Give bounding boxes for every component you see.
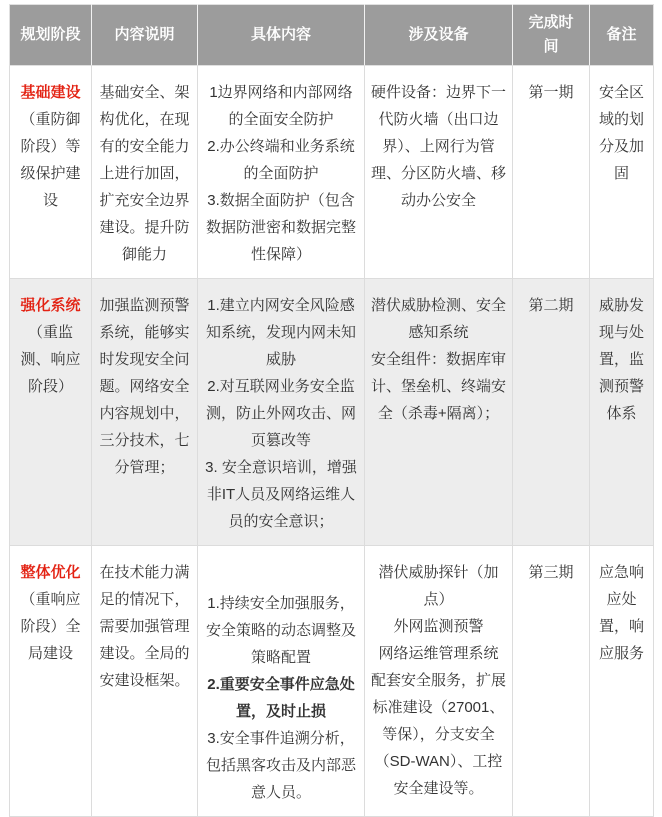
equipment-item: 潜伏威胁检测、安全感知系统 — [371, 297, 507, 341]
phase-title: 整体优化 — [20, 564, 81, 581]
equipment-cell — [365, 546, 513, 817]
table-row-phase3 — [10, 546, 654, 817]
phase-cell — [10, 546, 92, 817]
detail-item: 3.数据全面防护（包含数据防泄密和数据完整性保障） — [205, 192, 356, 263]
description-cell — [92, 546, 198, 817]
time-text: 第一期 — [528, 84, 574, 101]
remark-text: 应急响应处置，响应服务 — [598, 564, 644, 662]
detail-item: 1.持续安全加强服务，安全策略的动态调整及策略配置 — [205, 595, 356, 666]
header-row — [10, 5, 654, 66]
phase-subtitle: （重防御阶段）等级保护建设 — [20, 111, 81, 209]
remark-cell — [590, 66, 654, 279]
detail-item: 2.办公终端和业务系统的全面防护 — [207, 138, 355, 182]
equipment-item: 安全组件：数据库审计、堡垒机、终端安全（杀毒+隔离）； — [371, 351, 507, 422]
table-row-phase1 — [10, 66, 654, 279]
equipment-item: 硬件设备：边界下一代防火墙（出口边界）、上网行为管理、分区防火墙、移动办公安全 — [371, 84, 507, 209]
time-cell — [513, 66, 590, 279]
description-text: 在技术能力满足的情况下，需要加强管理建设。全局的安建设框架。 — [99, 564, 190, 689]
phase-subtitle: （重响应阶段）全局建设 — [20, 591, 81, 662]
detail-item: 1.建立内网安全风险感知系统，发现内网未知威胁 — [205, 297, 356, 368]
security-planning-table-container — [9, 4, 653, 817]
time-cell — [513, 546, 590, 817]
detail-item: 2.对互联网业务安全监测，防止外网攻击、网页篡改等 — [205, 378, 356, 449]
remark-cell — [590, 546, 654, 817]
phase-cell — [10, 66, 92, 279]
description-cell — [92, 279, 198, 546]
details-cell — [198, 546, 365, 817]
column-header-equipment: 涉及设备 — [365, 5, 513, 66]
description-text: 基础安全、架构优化，在现有的安全能力上进行加固，扩充安全边界建设。提升防御能力 — [99, 84, 190, 263]
equipment-cell — [365, 279, 513, 546]
remark-cell — [590, 279, 654, 546]
table-header — [10, 5, 654, 66]
equipment-item: 配套安全服务，扩展标准建设（27001、等保），分支安全（SD-WAN）、工控安全建设等。 — [371, 672, 507, 797]
equipment-item: 潜伏威胁探针（加点） — [378, 564, 499, 608]
time-cell — [513, 279, 590, 546]
phase-title: 强化系统 — [20, 297, 81, 314]
description-text: 加强监测预警系统，能够实时发现安全问题。网络安全内容规划中，三分技术，七分管理； — [99, 297, 190, 476]
remark-text: 安全区域的划分及加固 — [598, 84, 644, 182]
column-header-description: 内容说明 — [92, 5, 198, 66]
detail-item: 3. 安全意识培训，增强非IT人员及网络运维人员的安全意识； — [205, 459, 357, 530]
equipment-item: 网络运维管理系统 — [378, 645, 499, 662]
description-cell — [92, 66, 198, 279]
column-header-phase: 规划阶段 — [10, 5, 92, 66]
column-header-remark: 备注 — [590, 5, 654, 66]
detail-item: 3.安全事件追溯分析，包括黑客攻击及内部恶意人员。 — [205, 730, 356, 801]
time-text: 第三期 — [528, 564, 574, 581]
column-header-time: 完成时间 — [513, 5, 590, 66]
phase-cell — [10, 279, 92, 546]
details-cell — [198, 66, 365, 279]
table-body — [10, 66, 654, 817]
detail-item: 1边界网络和内部网络的全面安全防护 — [209, 84, 353, 128]
remark-text: 威胁发现与处置，监测预警体系 — [598, 297, 644, 422]
table-row-phase2 — [10, 279, 654, 546]
equipment-cell — [365, 66, 513, 279]
details-cell — [198, 279, 365, 546]
column-header-details: 具体内容 — [198, 5, 365, 66]
time-text: 第二期 — [528, 297, 574, 314]
phase-title: 基础建设 — [20, 84, 81, 101]
equipment-item: 外网监测预警 — [393, 618, 484, 635]
phase-subtitle: （重监测、响应阶段） — [20, 324, 81, 395]
planning-table — [9, 4, 654, 817]
detail-item-emphasized: 2.重要安全事件应急处置，及时止损 — [207, 676, 355, 720]
